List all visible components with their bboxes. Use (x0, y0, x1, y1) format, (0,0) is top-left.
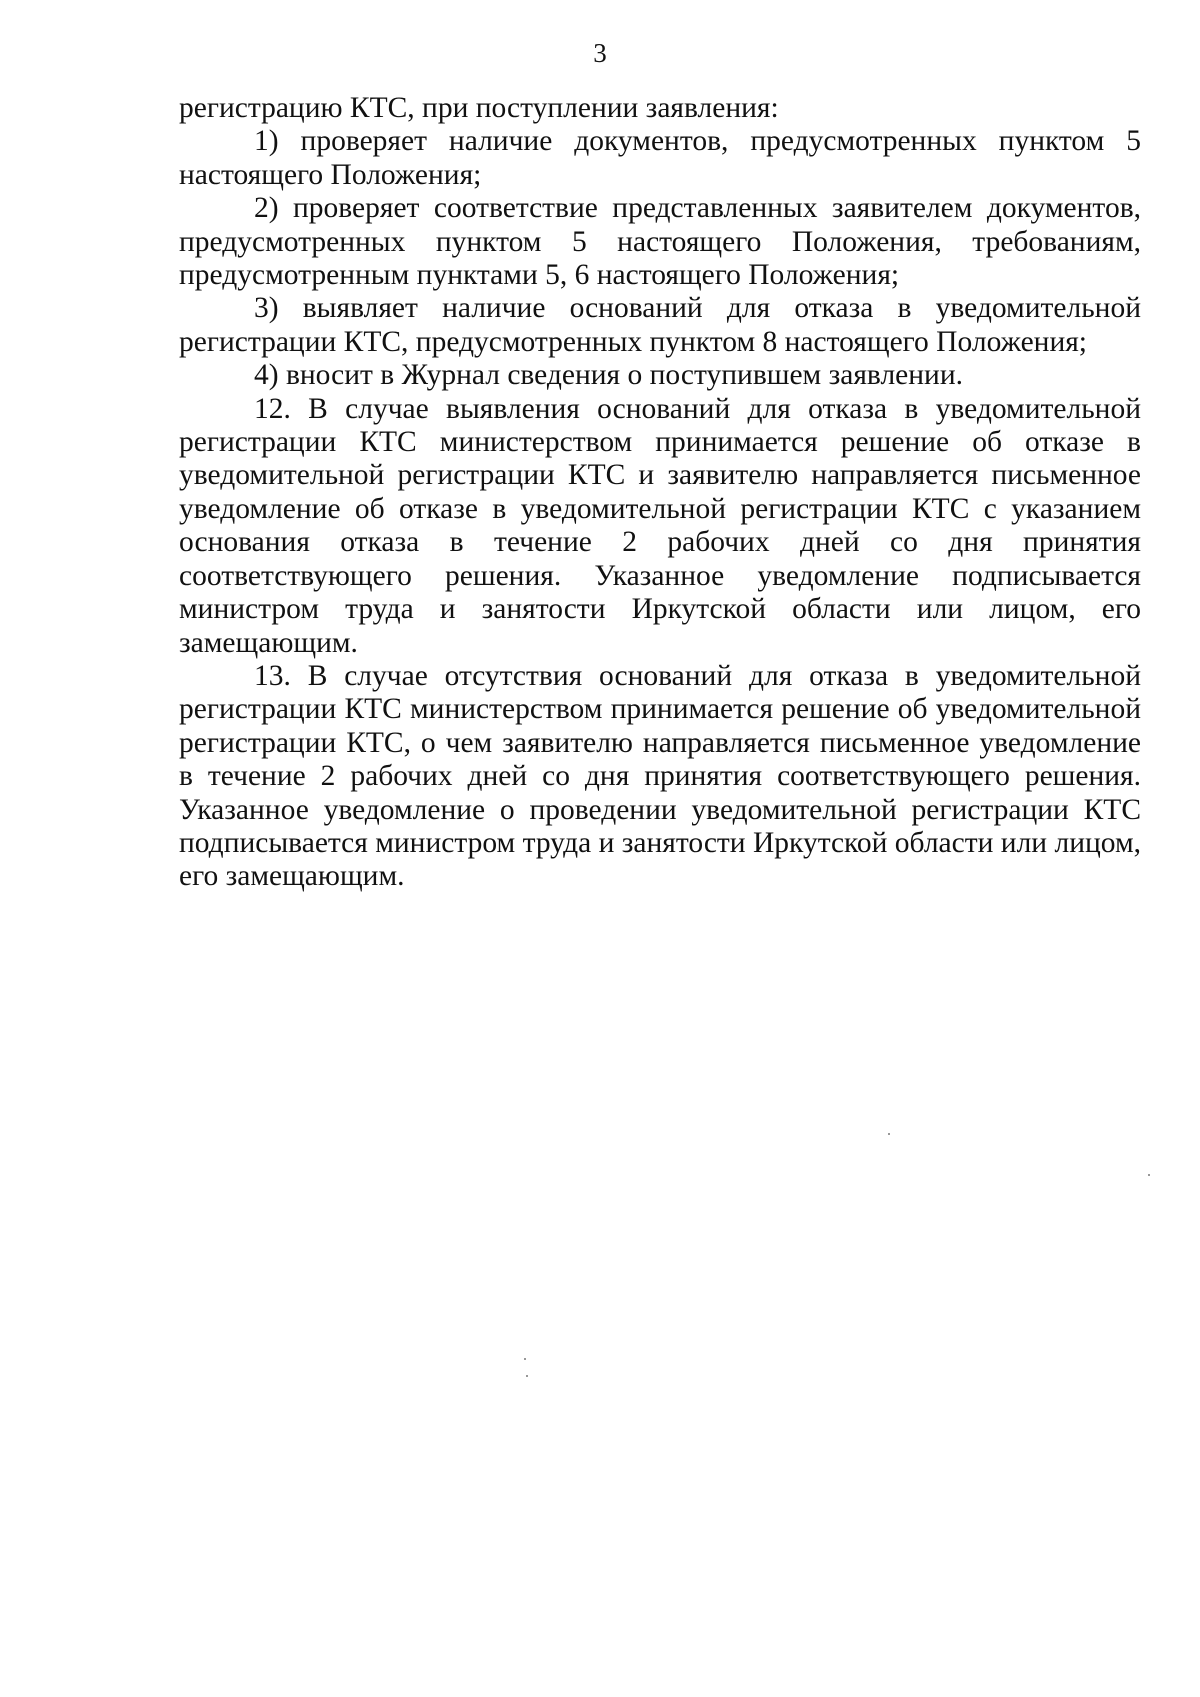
scan-speck (1148, 1174, 1150, 1176)
list-item-1: 1) проверяет наличие документов, предусмотренных пунктом 5 настоящего Положения; (179, 125, 1141, 191)
page-number: 3 (593, 38, 607, 68)
list-item-2: 2) проверяет соответствие представленных заявителем документов, предусмотренных пунктом 5 настоящего Положения, требованиям, предусмотренным пунктами 5, 6 настоящего Положения; (179, 192, 1141, 292)
scan-speck (524, 1358, 526, 1360)
paragraph-continuation: регистрацию КТС, при поступлении заявления: (179, 92, 779, 124)
list-item-4: 4) вносит в Журнал сведения о поступившем заявлении. (254, 359, 964, 392)
scan-speck (888, 1133, 890, 1135)
document-body (179, 92, 1141, 894)
list-item-3: 3) выявляет наличие оснований для отказа в уведомительной регистрации КТС, предусмотренных пунктом 8 настоящего Положения; (179, 292, 1141, 358)
scan-speck (526, 1375, 528, 1377)
clause-12: 12. В случае выявления оснований для отказа в уведомительной регистрации КТС министерством принимается решение об отказе в уведомительной регистрации КТС и заявителю направляется письменное уведомление об отказе в уведомительной регистрации КТС с указанием основания отказа в течение 2 рабочих дней со дня принятия соответствующего решения. Указанное уведомление подписывается министром труда и занятости Иркутской области или лицом, его замещающим. (179, 392, 1141, 659)
clause-13: 13. В случае отсутствия оснований для отказа в уведомительной регистрации КТС министерством принимается решение об уведомительной регистрации КТС, о чем заявителю направляется письменное уведомление в течение 2 рабочих дней со дня принятия соответствующего решения. Указанное уведомление о проведении уведомительной регистрации КТС подписывается министром труда и занятости Иркутской области или лицом, его замещающим. (179, 659, 1141, 893)
